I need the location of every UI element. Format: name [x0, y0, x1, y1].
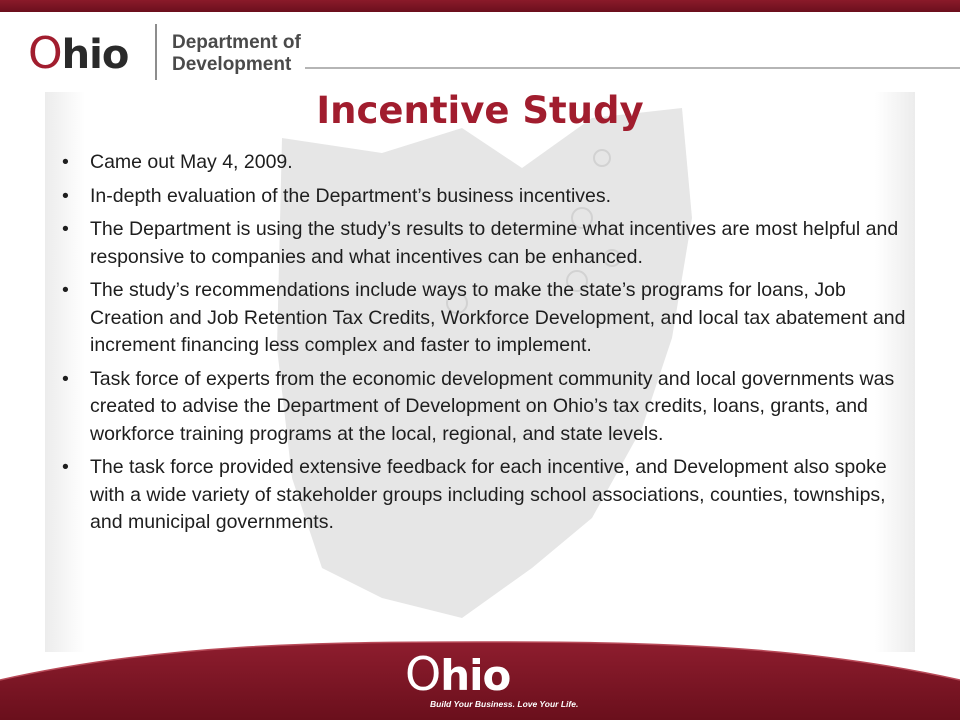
header-divider [155, 24, 157, 80]
department-name-line2: Development [172, 54, 292, 75]
bullet-item: • The task force provided extensive feedback for each incentive, and Development also spoke with a wide variety of stakeholder groups including school associations, counties, townships, and municipal governments. [62, 454, 912, 537]
header [0, 12, 960, 90]
footer-ohio-logo [405, 647, 555, 701]
ohio-logo-text: hio [61, 32, 129, 78]
bullet-item: • The Department is using the study’s results to determine what incentives are most helpful and responsive to companies and what incentives can be enhanced. [62, 216, 912, 271]
bullet-item: • The study’s recommendations include ways to make the state’s programs for loans, Job Creation and Job Retention Tax Credits, Workforce Development, and local tax abatement and increment financing less complex and faster to implement. [62, 277, 912, 360]
bullet-item: • Task force of experts from the economic development community and local governments was created to advise the Department of Development on Ohio’s tax credits, loans, grants, and workforce training programs at the local, regional, and state levels. [62, 366, 912, 449]
top-accent-bar [0, 0, 960, 12]
footer-logo-text: hio [440, 651, 511, 700]
header-rule [305, 67, 960, 69]
footer-tagline: Build Your Business. Love Your Life. [430, 699, 579, 709]
footer-logo-o: O [405, 647, 441, 701]
ohio-logo [28, 28, 129, 79]
bullet-item: • Came out May 4, 2009. [62, 149, 912, 177]
department-name [172, 32, 301, 76]
bullet-list [62, 149, 912, 543]
slide-title: Incentive Study [316, 89, 644, 132]
ohio-logo-o: O [28, 28, 62, 79]
bullet-item: • In-depth evaluation of the Department’s business incentives. [62, 183, 912, 211]
department-name-line1: Department of [172, 32, 301, 53]
